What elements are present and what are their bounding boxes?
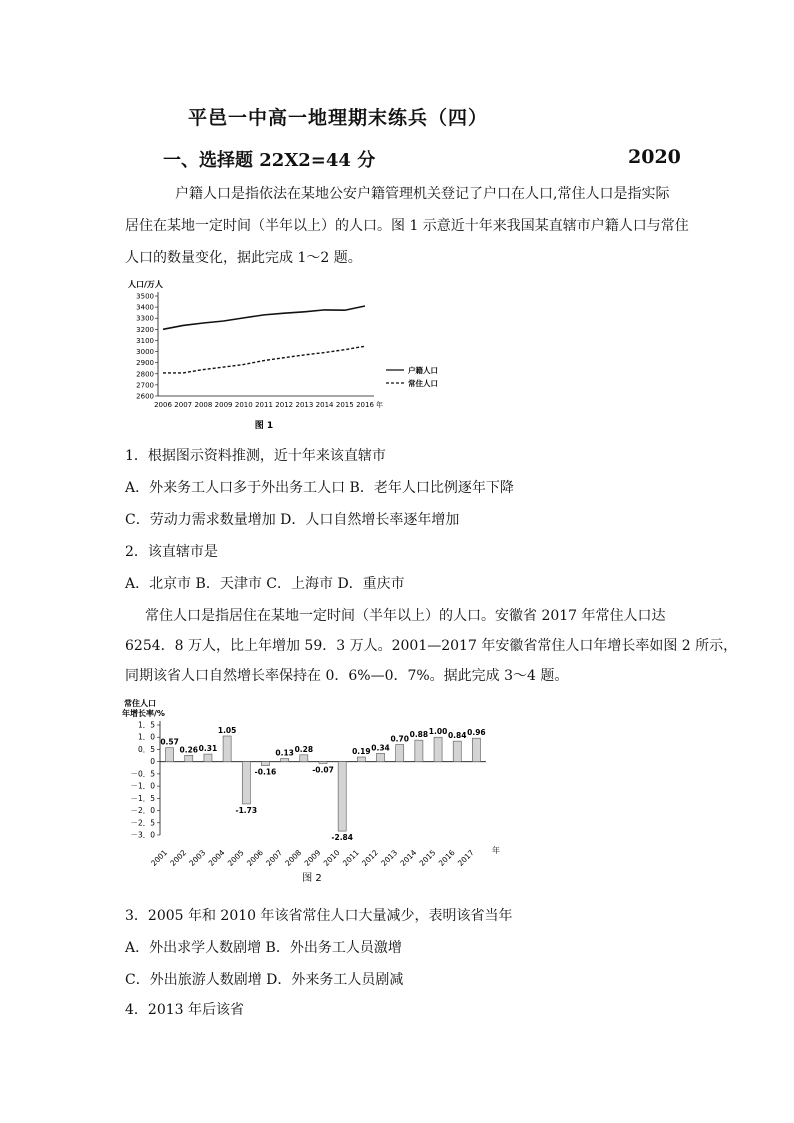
x-tick-label: 2013 <box>379 848 400 868</box>
y-axis-label-line1: 常住人口 <box>124 699 156 708</box>
y-tick-label: 3200 <box>136 325 154 334</box>
x-tick-label: 2012 <box>360 848 380 868</box>
bar <box>377 753 385 761</box>
x-tick-label: 2015 <box>417 848 438 868</box>
bar <box>338 762 346 831</box>
data-label: 0.34 <box>371 743 390 753</box>
bar <box>166 748 174 762</box>
data-label: 1.05 <box>217 726 237 735</box>
y-tick-label: －3．0 <box>130 830 155 840</box>
x-tick-label: 2009 <box>302 848 323 868</box>
intro1-line-1: 户籍人口是指依法在某地公安户籍管理机关登记了户口在人口,常住人口是指实际 <box>175 186 670 202</box>
y-tick-label: 3100 <box>136 336 154 345</box>
bar <box>185 755 193 761</box>
data-label: -1.73 <box>235 805 258 815</box>
x-tick-label: 2007 <box>174 401 193 409</box>
intro1-line-3: 人口的数量变化，据此完成 1～2 题。 <box>125 250 362 266</box>
q2-stem: 2．该直辖市是 <box>125 544 218 560</box>
intro2-line-3: 同期该省人口自然增长率保持在 0．6%—0．7%。据此完成 3～4 题。 <box>125 668 569 684</box>
bar <box>319 762 327 764</box>
y-tick-label: －0．5 <box>130 769 155 779</box>
data-label: -2.84 <box>331 833 353 843</box>
x-tick-label: 2014 <box>398 848 419 868</box>
bar <box>242 762 250 804</box>
page-title: 平邑一中高一地理期末练兵（四） <box>188 107 489 129</box>
y-tick-label: 1．0 <box>137 732 155 742</box>
intro1-line-2: 居住在某地一定时间（半年以上）的人口。图 1 示意近十年来我国某直辖市户籍人口与常住 <box>125 218 689 234</box>
figure-caption: 图 1 <box>254 421 274 431</box>
intro2-line-1: 常住人口是指居住在某地一定时间（半年以上）的人口。安徽省 2017 年常住人口达 <box>145 608 666 624</box>
y-tick-label: 0 <box>150 757 155 767</box>
q1-options-cd: C．劳动力需求数量增加 D．人口自然增长率逐年增加 <box>125 512 460 528</box>
x-tick-label: 2014 <box>315 401 334 409</box>
legend-label: 常住人口 <box>408 379 438 388</box>
y-tick-label: 2800 <box>136 370 154 379</box>
x-tick-label: 2002 <box>168 848 189 868</box>
x-axis-unit: 年 <box>492 846 500 855</box>
y-tick-label: －2．5 <box>130 818 155 828</box>
x-tick-label: 2005 <box>225 848 246 868</box>
q3-stem: 3．2005 年和 2010 年该省常住人口大量减少，表明该省当年 <box>125 908 513 924</box>
bar <box>453 741 461 762</box>
x-tick-label: 2013 <box>295 401 314 409</box>
bar <box>415 740 423 762</box>
x-tick-label: 2017 <box>455 848 476 868</box>
x-tick-label: 2007 <box>264 848 285 868</box>
q1-options-ab: A．外来务工人口多于外出务工人口 B．老年人口比例逐年下降 <box>125 480 514 496</box>
q3-options-ab: A．外出求学人数剧增 B．外出务工人员激增 <box>125 940 402 956</box>
x-tick-label: 2012 <box>275 401 294 409</box>
x-tick-label: 2010 <box>234 401 253 409</box>
bar <box>300 755 308 762</box>
x-tick-label: 2004 <box>206 848 227 868</box>
data-label: 1.00 <box>428 727 448 737</box>
data-label: 0.31 <box>198 744 218 754</box>
x-tick-label: 2016 <box>356 401 374 409</box>
x-tick-label: 2010 <box>321 848 342 868</box>
x-tick-label: 2008 <box>283 848 304 868</box>
bar <box>472 738 480 761</box>
section-heading: 一、选择题 22X2=44 分 <box>163 150 376 171</box>
y-tick-label: 3300 <box>136 314 154 323</box>
bar <box>204 754 212 762</box>
x-tick-label: 2001 <box>149 848 170 868</box>
data-label: 0.26 <box>179 745 199 755</box>
y-tick-label: 3000 <box>136 348 154 357</box>
data-label: 0.88 <box>409 730 429 740</box>
q1-stem: 1．根据图示资料推测，近十年来该直辖市 <box>125 448 386 464</box>
y-tick-label: 2600 <box>136 392 154 401</box>
year-label: 2020 <box>628 146 681 168</box>
data-label: 0.19 <box>352 747 371 757</box>
y-axis-label: 人口/万人 <box>128 280 163 289</box>
data-label: 0.57 <box>160 737 179 747</box>
x-axis-unit: 年 <box>376 401 383 409</box>
q3-options-cd: C．外出旅游人数剧增 D．外来务工人员剧减 <box>125 972 404 988</box>
series-line-changzhu <box>163 346 365 373</box>
bar <box>434 737 442 761</box>
q2-options: A．北京市 B．天津市 C．上海市 D．重庆市 <box>125 576 405 592</box>
x-tick-label: 2016 <box>436 848 457 868</box>
data-label: 0.70 <box>390 734 409 744</box>
x-tick-label: 2008 <box>194 401 213 409</box>
x-tick-label: 2015 <box>335 401 354 409</box>
y-tick-label: －1．0 <box>130 781 155 791</box>
y-tick-label: 1．5 <box>137 720 155 730</box>
data-label: -0.16 <box>254 767 277 777</box>
y-tick-label: 3500 <box>136 292 154 301</box>
x-tick-label: 2011 <box>340 848 361 868</box>
y-tick-label: 3400 <box>136 303 154 312</box>
x-tick-label: 2011 <box>255 401 273 409</box>
y-axis-label-line2: 年增长率/% <box>122 709 165 718</box>
legend-label: 户籍人口 <box>408 366 438 375</box>
intro2-line-2: 6254．8 万人，比上年增加 59．3 万人。2001—2017 年安徽省常住人口年增长率如图 2 所示， <box>125 638 738 654</box>
bar <box>281 758 289 761</box>
x-tick-label: 2006 <box>245 848 265 868</box>
data-label: -0.07 <box>312 765 334 775</box>
q4-stem: 4．2013 年后该省 <box>125 1002 244 1018</box>
bar <box>396 745 404 762</box>
data-label: 0.96 <box>467 728 486 738</box>
figure-2-bar-chart <box>118 695 518 895</box>
data-label: 0.84 <box>447 731 467 741</box>
series-line-huji <box>163 306 365 329</box>
data-label: 0.28 <box>294 744 314 754</box>
y-tick-label: －2．0 <box>130 806 155 816</box>
y-tick-label: －1．5 <box>130 793 155 803</box>
data-label: 0.13 <box>275 748 294 758</box>
x-tick-label: 2009 <box>214 401 233 409</box>
y-tick-label: 0．5 <box>137 744 155 754</box>
figure-1-line-chart <box>118 278 438 438</box>
x-tick-label: 2003 <box>187 848 208 868</box>
y-tick-label: 2900 <box>136 359 154 368</box>
figure-caption: 图 2 <box>302 873 322 884</box>
bar <box>261 762 269 766</box>
x-tick-label: 2006 <box>154 401 172 409</box>
bar <box>223 736 231 762</box>
bar <box>357 757 365 762</box>
y-tick-label: 2700 <box>136 381 154 390</box>
